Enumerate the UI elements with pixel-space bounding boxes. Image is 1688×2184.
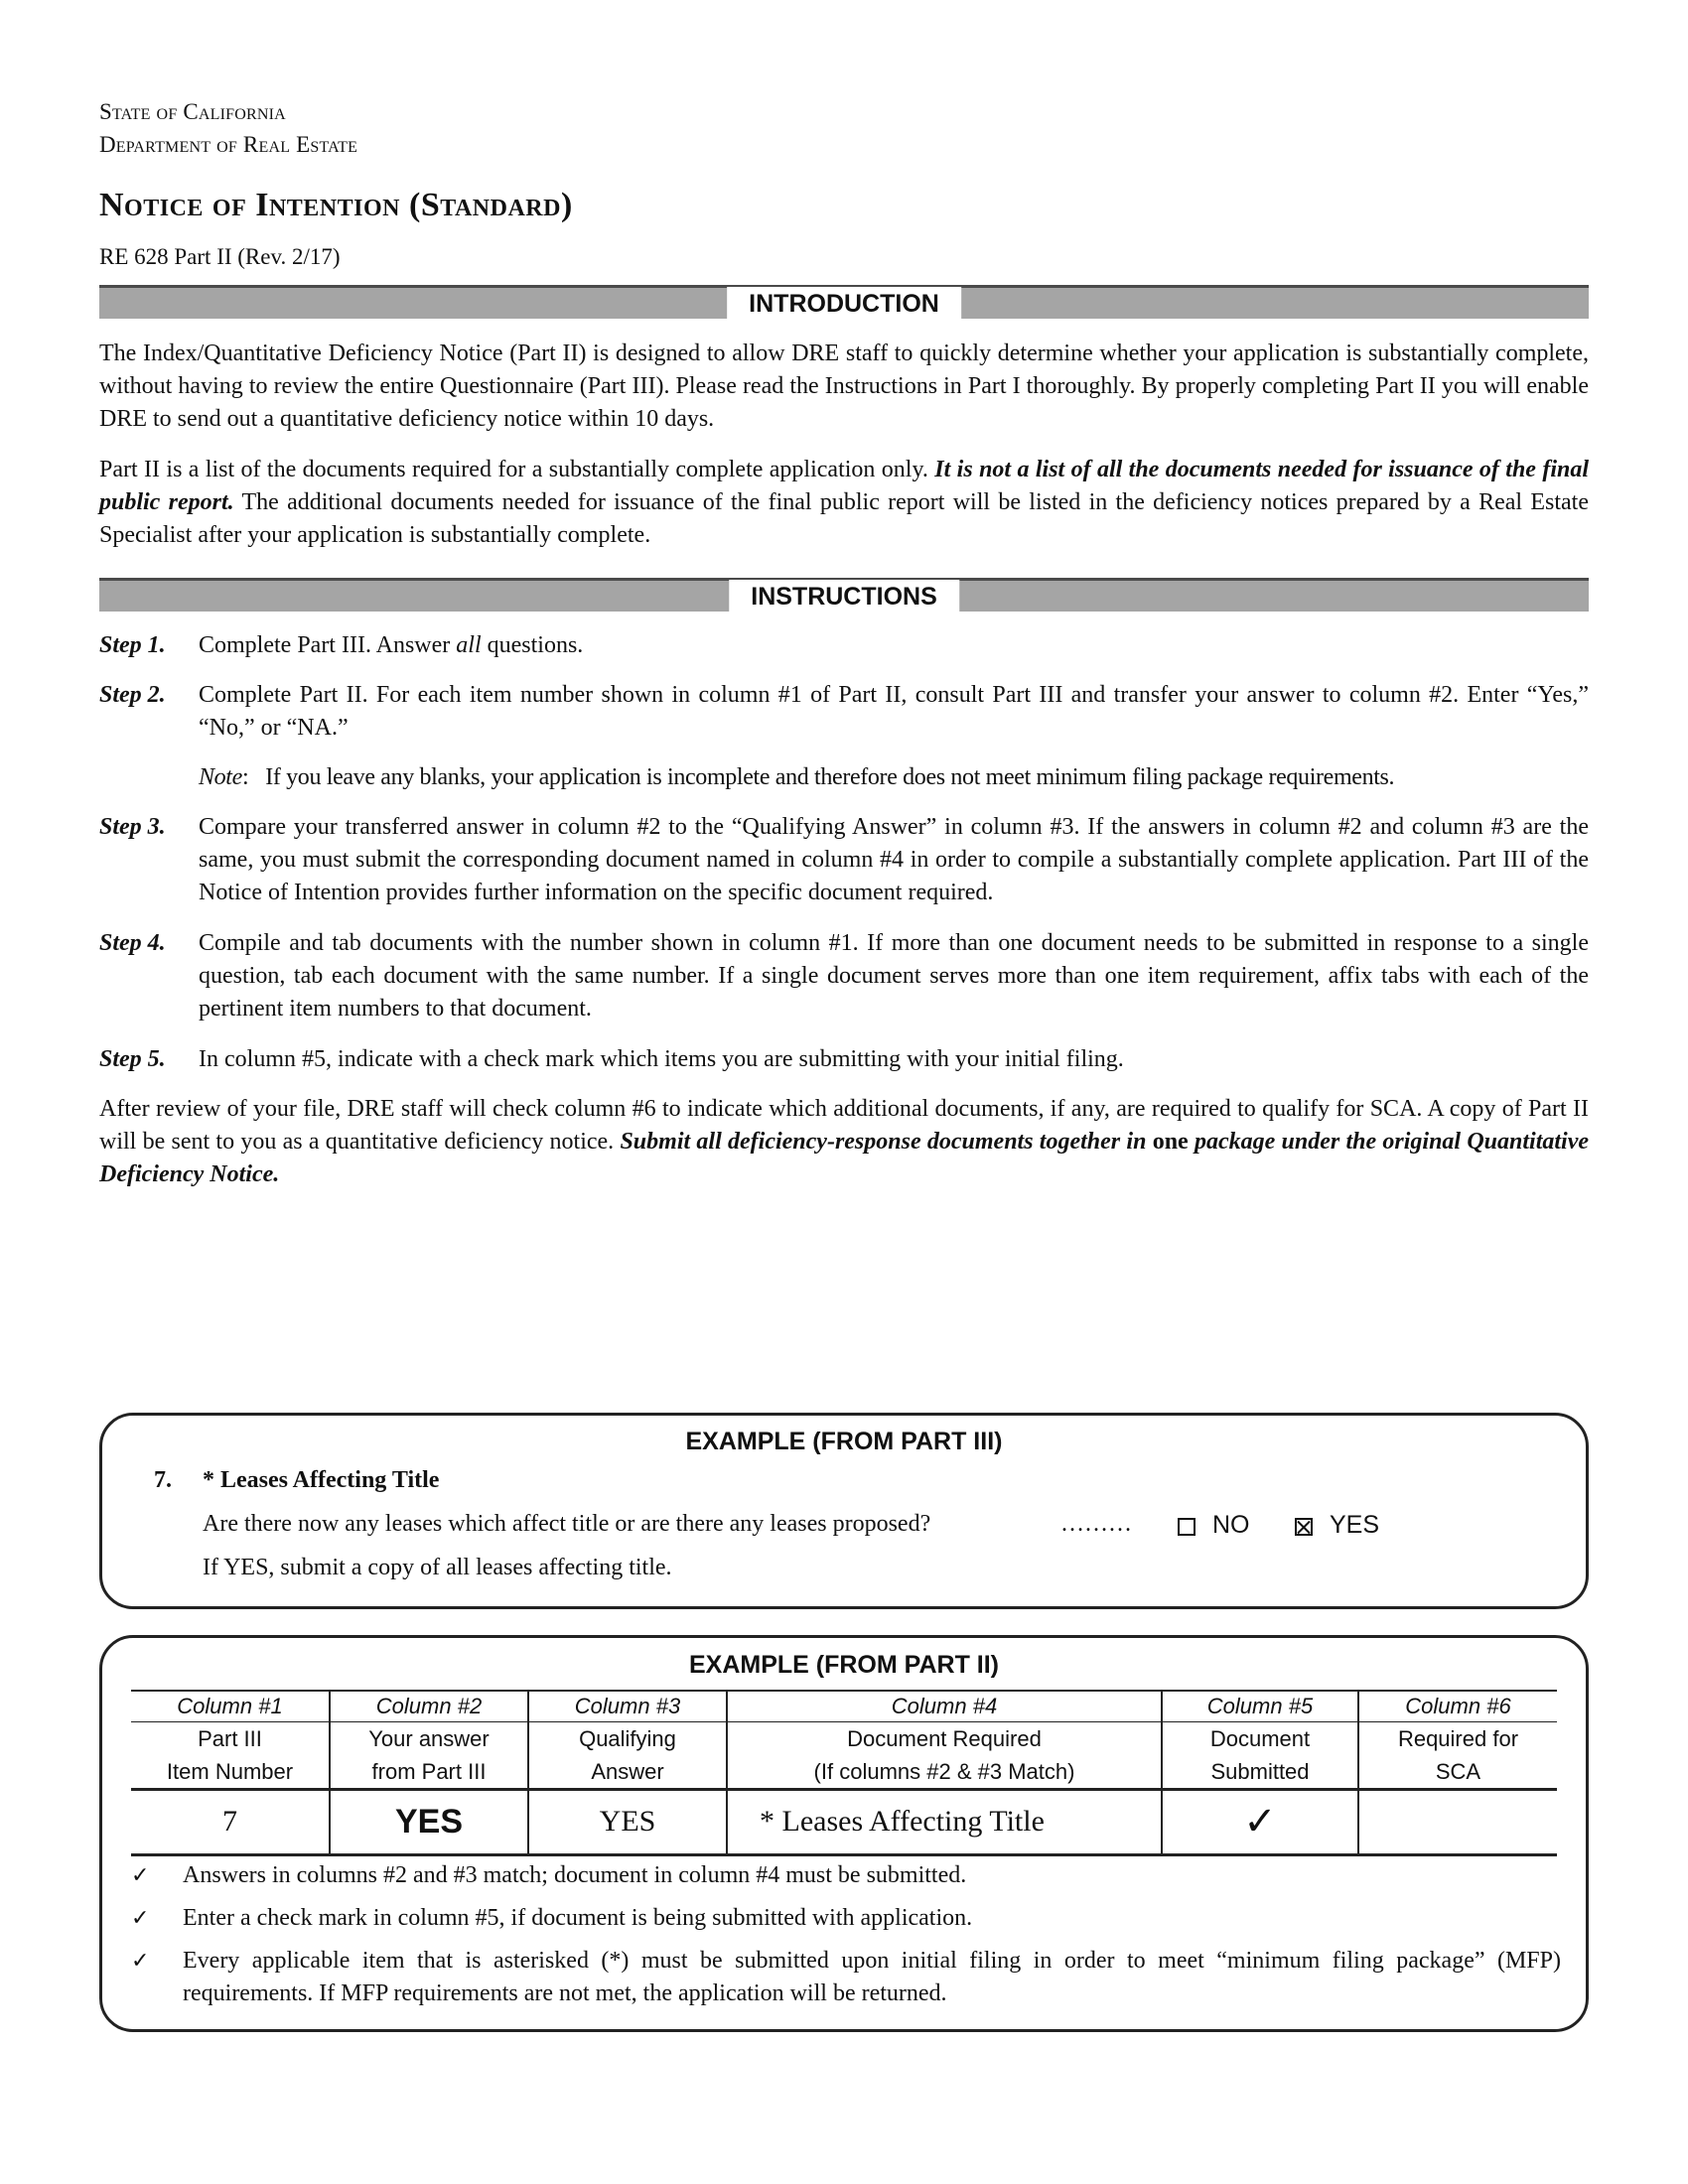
state-name: State of California (99, 99, 286, 124)
column-6-header (1358, 1721, 1557, 1789)
after-review-emphasis: Submit all deficiency-response documents together in (620, 1129, 1147, 1155)
column-3-header (528, 1721, 727, 1789)
column-5-header (1162, 1721, 1358, 1789)
intro-p2-text: Part II is a list of the documents required for a substantially complete application only. (99, 457, 928, 482)
no-label: NO (1212, 1511, 1250, 1539)
document-submitted-cell: ✓ (1162, 1789, 1358, 1854)
after-review-text: After review of your file, DRE staff will check column #6 to indicate which additional documents, if any, are required to qualify for SCA. A copy of Part II will be sent to you as a quantitative deficiency notice. (99, 1096, 1589, 1155)
instructions-section-bar (99, 578, 1589, 612)
question-title: * Leases Affecting Title (203, 1467, 440, 1493)
instructions-heading: INSTRUCTIONS (729, 580, 959, 612)
step-text: In column #5, indicate with a check mark which items you are submitting with your initial filing. (199, 1046, 1124, 1072)
example-part3-title: EXAMPLE (FROM PART III) (685, 1428, 1003, 1455)
column-4-name: Column #4 (727, 1691, 1162, 1721)
example-part3-box (99, 1413, 1589, 1609)
column-header-row (131, 1721, 1557, 1789)
column-2-header (330, 1721, 528, 1789)
column-1-line-1: Part III (198, 1725, 262, 1751)
column-6-line-2: SCA (1435, 1758, 1481, 1784)
table-row (131, 1789, 1557, 1854)
example-part2-box (99, 1635, 1589, 2032)
column-3-line-1: Qualifying (579, 1725, 676, 1751)
yes-checkbox[interactable] (1295, 1518, 1313, 1536)
check-mark-icon: ✓ (131, 1906, 150, 1931)
form-title: Notice of Intention (Standard) (99, 187, 573, 223)
introduction-heading: INTRODUCTION (727, 287, 961, 319)
column-name-row (131, 1691, 1557, 1721)
list-item (131, 1859, 1561, 1892)
column-6-name: Column #6 (1358, 1691, 1557, 1721)
step-label: Step 4. (99, 930, 166, 956)
required-for-sca-cell (1358, 1789, 1557, 1854)
column-2-name: Column #2 (330, 1691, 528, 1721)
column-4-header (727, 1721, 1162, 1789)
step-1-text-b: questions. (487, 632, 584, 658)
list-item (131, 1902, 1561, 1935)
department-name: Department of Real Estate (99, 132, 358, 157)
bullet-text: Answers in columns #2 and #3 match; document in column #4 must be submitted. (183, 1862, 967, 1888)
step-label: Step 5. (99, 1046, 166, 1072)
column-5-line-1: Document (1209, 1725, 1311, 1751)
form-number: RE 628 Part II (Rev. 2/17) (99, 244, 341, 269)
qualifying-answer-cell: YES (528, 1789, 727, 1854)
list-item (131, 1945, 1561, 2010)
check-mark-icon: ✓ (131, 1863, 150, 1888)
step-text (199, 629, 1589, 662)
question-number: 7. (154, 1467, 172, 1493)
column-2-line-1: Your answer (368, 1725, 490, 1751)
step-label: Step 1. (99, 632, 166, 658)
step-label: Step 3. (99, 814, 166, 840)
document-required-cell: * Leases Affecting Title (727, 1789, 1162, 1854)
note: Note: If you leave any blanks, your application is incomplete and therefore does not meet minimum filing package requirements. (199, 764, 1395, 790)
step-4 (99, 927, 1589, 1025)
question-text: Are there now any leases which affect title or are there any leases proposed? (203, 1511, 931, 1537)
introduction-section-bar (99, 285, 1589, 319)
item-number-cell: 7 (131, 1789, 330, 1854)
after-review-paragraph (99, 1093, 1589, 1191)
note-label: Note (199, 764, 242, 790)
column-4-line-2: (If columns #2 & #3 Match) (813, 1758, 1075, 1784)
no-checkbox[interactable] (1178, 1518, 1196, 1536)
column-1-header (131, 1721, 330, 1789)
question-note: If YES, submit a copy of all leases affecting title. (203, 1555, 672, 1580)
column-1-name: Column #1 (131, 1691, 330, 1721)
column-5-name: Column #5 (1162, 1691, 1358, 1721)
example-table (131, 1690, 1557, 1856)
column-1-line-2: Item Number (166, 1758, 294, 1784)
intro-paragraph-1: The Index/Quantitative Deficiency Notice (Part II) is designed to allow DRE staff to quickly determine whether your application is substantially complete, without having to review the entire Questionnaire (Part III). Please read the Instructions in Part I thoroughly. By properly completing Part II you will enable DRE to send out a quantitative deficiency notice within 10 days. (99, 341, 1589, 432)
step-label: Step 2. (99, 682, 166, 708)
intro-paragraph-2 (99, 454, 1589, 552)
step-5 (99, 1043, 1589, 1076)
yes-label: YES (1330, 1511, 1380, 1539)
step-text: Compile and tab documents with the number shown in column #1. If more than one document needs to be submitted in response to a single question, tab each document with the same number. If a single document serves more than one item requirement, affix tabs with each of the pertinent item numbers to that document. (199, 930, 1589, 1022)
column-6-line-1: Required for (1397, 1725, 1519, 1751)
step-1 (99, 629, 1589, 662)
step-1-emphasis: all (456, 632, 482, 658)
intro-p2-text-end: The additional documents needed for issuance of the final public report will be listed in the deficiency notices prepared by a Real Estate Specialist after your application is substantially complete. (99, 489, 1589, 548)
column-2-line-2: from Part III (371, 1758, 487, 1784)
check-mark-icon: ✓ (131, 1949, 150, 1974)
note-text: If you leave any blanks, your application is incomplete and therefore does not meet minimum filing package requirements. (265, 764, 1395, 790)
step-1-text-a: Complete Part III. Answer (199, 632, 451, 658)
bullet-text: Enter a check mark in column #5, if document is being submitted with application. (183, 1905, 973, 1931)
step-text: Compare your transferred answer in column #2 to the “Qualifying Answer” in column #3. If the answers in column #2 and column #3 are the same, you must submit the corresponding document named in column #4 in order to compile a substantially complete application. Part III of the Notice of Intention provides further information on the specific document required. (199, 814, 1589, 905)
leader-dots: ……… (1060, 1511, 1132, 1537)
step-2 (99, 679, 1589, 745)
intro-p2-emphasis: It is not a list of all the documents needed for issuance of the final public report. (99, 457, 1590, 515)
example-part2-title: EXAMPLE (FROM PART II) (688, 1651, 1000, 1679)
bullet-text: Every applicable item that is asterisked (*) must be submitted upon initial filing in order to meet “minimum filing package” (MFP) requirements. If MFP requirements are not met, the application will be returned. (183, 1948, 1561, 2006)
step-text: Complete Part II. For each item number shown in column #1 of Part II, consult Part III and transfer your answer to column #2. Enter “Yes,” “No,” or “NA.” (199, 682, 1589, 741)
column-3-name: Column #3 (528, 1691, 727, 1721)
your-answer-cell: YES (330, 1789, 528, 1854)
after-review-emphasis-2: package under the original Quantitative Deficiency Notice. (99, 1129, 1590, 1187)
column-4-line-1: Document Required (847, 1725, 1042, 1751)
step-3 (99, 811, 1589, 909)
after-review-one: one (1152, 1129, 1189, 1155)
column-5-line-2: Submitted (1210, 1758, 1310, 1784)
column-3-line-2: Answer (591, 1758, 664, 1784)
